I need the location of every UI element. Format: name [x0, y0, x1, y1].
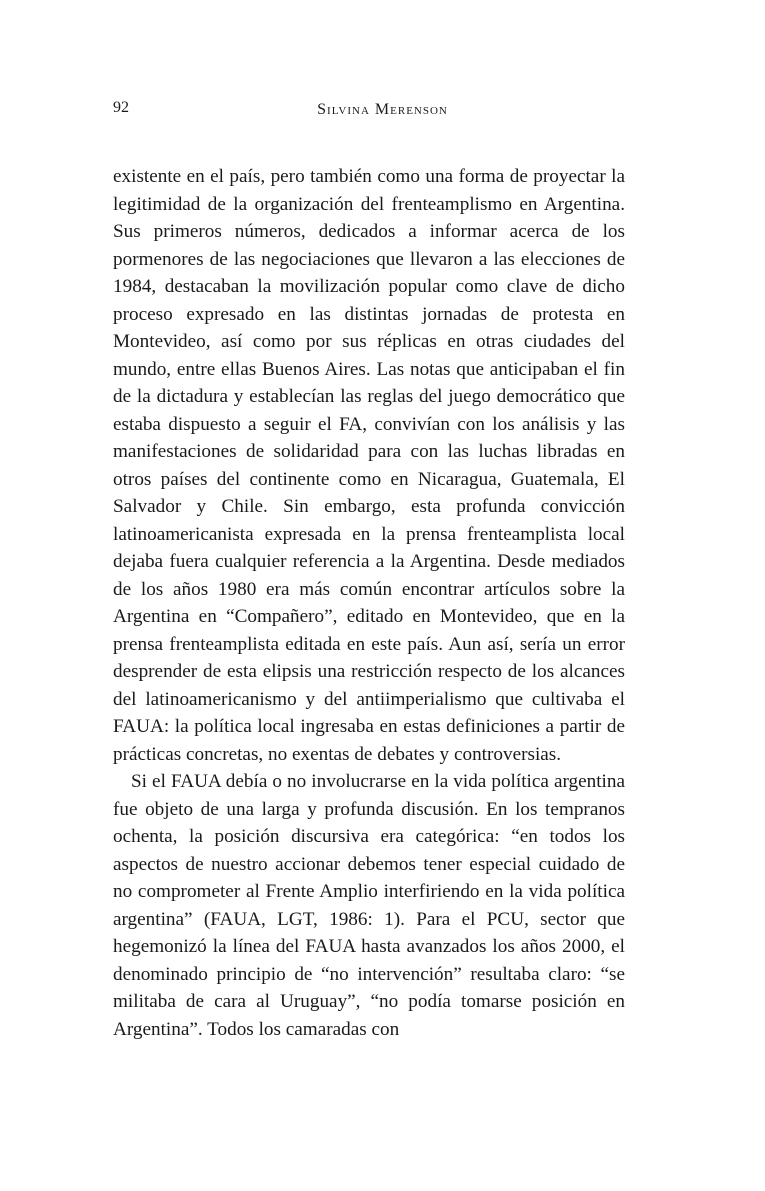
body-text — [113, 163, 625, 1043]
paragraph-continued: existente en el país, pero también como una forma de proyectar la legitimidad de la organización del frenteamplismo en Argentina. Sus primeros números, dedicados a informar acerca de los pormenores de las negociaciones que llevaron a las elecciones de 1984, destacaban la movilización popular como clave de dicho proceso expresado en las distintas jornadas de protesta en Montevideo, así como por sus réplicas en otras ciudades del mundo, entre ellas Buenos Aires. Las notas que anticipaban el fin de la dictadura y establecían las reglas del juego democrático que estaba dispuesto a seguir el FA, convivían con los análisis y las manifestaciones de solidaridad para con las luchas libradas en otros países del continente como en Nicaragua, Guatemala, El Salvador y Chile. Sin embargo, esta profunda convicción latinoamericanista expresada en la prensa frenteamplista local dejaba fuera cualquier referencia a la Argentina. Desde mediados de los años 1980 era más común encontrar artículos sobre la Argentina en “Compañero”, editado en Montevideo, que en la prensa frenteamplista editada en este país. Aun así, sería un error desprender de esta elipsis una restricción respecto de los alcances del latinoamericanismo y del antiimperialismo que cultivaba el FAUA: la política local ingresaba en estas definiciones a partir de prácticas concretas, no exentas de debates y controversias. — [113, 166, 625, 765]
page-number: 92 — [113, 99, 129, 116]
running-head-author: Silvina Merenson — [317, 101, 448, 118]
paragraph: Si el FAUA debía o no involucrarse en la vida política argentina fue objeto de una larga y profunda discusión. En los tempranos ochenta, la posición discursiva era categórica: “en todos los aspectos de nuestro accionar debemos tener especial cuidado de no comprometer al Frente Amplio interfiriendo en la vida política argentina” (FAUA, LGT, 1986: 1). Para el PCU, sector que hegemonizó la línea del FAUA hasta avanzados los años 2000, el denominado principio de “no intervención” resultaba claro: “se militaba de cara al Uruguay”, “no podía tomarse posición en Argentina”. Todos los camaradas con — [113, 771, 625, 1040]
